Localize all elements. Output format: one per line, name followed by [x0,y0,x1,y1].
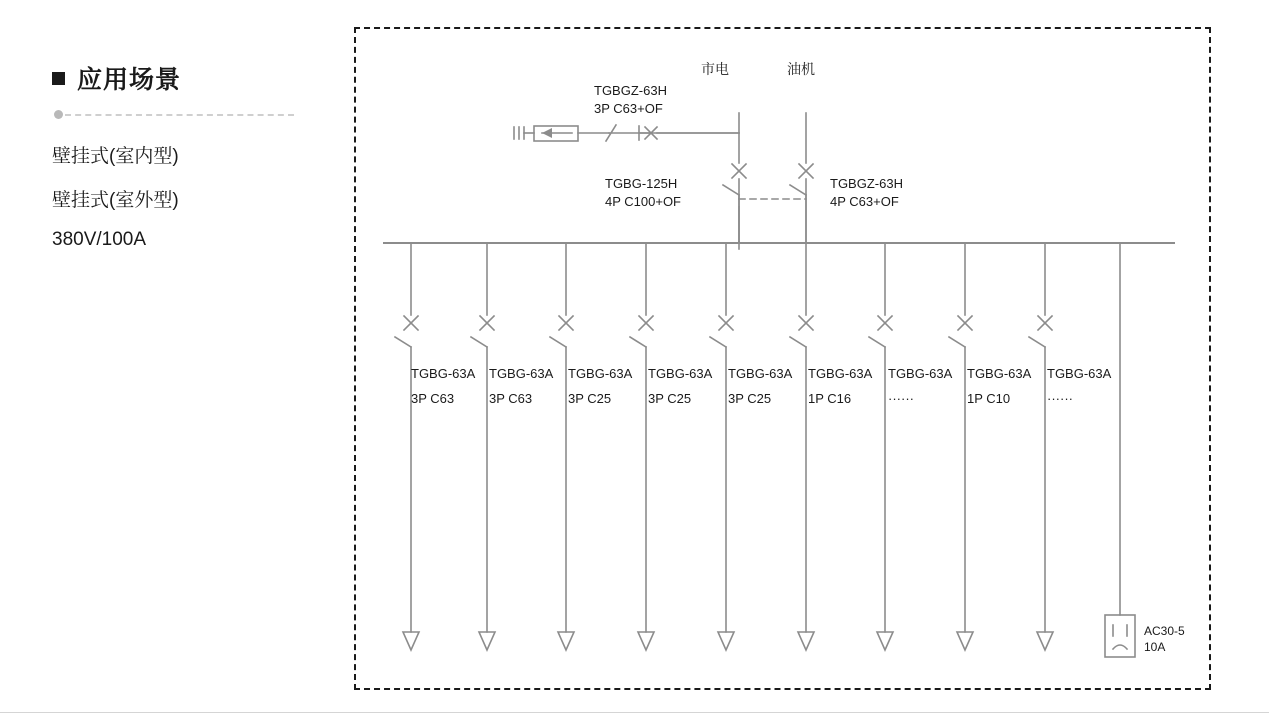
feeder-4-spec: 3P C25 [648,391,692,406]
section-heading-label: 应用场景 [77,66,182,94]
feeder-8-lever [949,337,965,347]
feeder-7-lever [869,337,885,347]
feeder-7-spec: ······ [888,391,914,406]
info-line-2: 壁挂式(室外型) [52,190,179,211]
generator-breaker-model: TGBGZ-63H [830,176,903,191]
incoming-breaker-model: TGBGZ-63H [594,83,667,98]
feeder-1-model: TGBG-63A [411,366,476,381]
generator-breaker-spec: 4P C63+OF [830,194,899,209]
feeder-7-model: TGBG-63A [888,366,953,381]
info-line-1: 壁挂式(室内型) [52,146,179,167]
mains-breaker-lever [723,185,739,195]
label-mains: 市电 [701,61,729,77]
feeder-4-model: TGBG-63A [648,366,713,381]
feeder-3-lever [550,337,566,347]
socket-outlet-box [1105,615,1135,657]
feeder-4-arrow [638,632,654,650]
feeder-9-model: TGBG-63A [1047,366,1112,381]
feeder-2-spec: 3P C63 [489,391,533,406]
feeder-5-arrow [718,632,734,650]
socket-model: AC30-5 [1144,624,1185,638]
feeder-6-arrow [798,632,814,650]
feeder-3-arrow [558,632,574,650]
gen-breaker-lever [790,185,806,195]
left-info-panel [52,60,322,251]
feeder-8-arrow [957,632,973,650]
mains-breaker-spec: 4P C100+OF [605,194,682,209]
info-line-3: 380V/100A [52,229,147,250]
socket-rating: 10A [1144,640,1166,654]
feeder-5-model: TGBG-63A [728,366,793,381]
square-bullet-icon [52,72,65,85]
divider-line [65,114,294,116]
feeder-9-arrow [1037,632,1053,650]
feeder-8-model: TGBG-63A [967,366,1032,381]
feeder-6-lever [790,337,806,347]
feeder-6-model: TGBG-63A [808,366,873,381]
divider-dot-icon [54,110,63,119]
single-line-diagram [354,27,1211,690]
feeder-5-spec: 3P C25 [728,391,772,406]
feeder-8-spec: 1P C10 [967,391,1011,406]
feeder-2-model: TGBG-63A [489,366,554,381]
incoming-breaker-spec: 3P C63+OF [594,101,663,116]
feeder-9-lever [1029,337,1045,347]
divider [54,110,294,119]
feeder-2-arrow [479,632,495,650]
feeder-1-spec: 3P C63 [411,391,455,406]
mains-breaker-model: TGBG-125H [605,176,678,191]
feeder-5-lever [710,337,726,347]
feeder-3-spec: 3P C25 [568,391,612,406]
socket-earth-pin [1113,645,1127,649]
feeder-2-lever [471,337,487,347]
feeder-7-arrow [877,632,893,650]
meter-arrow-head [542,128,552,138]
feeder-6-spec: 1P C16 [808,391,852,406]
feeder-4-lever [630,337,646,347]
feeder-3-model: TGBG-63A [568,366,633,381]
label-generator: 油机 [787,61,815,77]
feeder-9-spec: ······ [1047,391,1073,406]
section-heading [52,60,322,96]
feeder-1-lever [395,337,411,347]
feeder-1-arrow [403,632,419,650]
